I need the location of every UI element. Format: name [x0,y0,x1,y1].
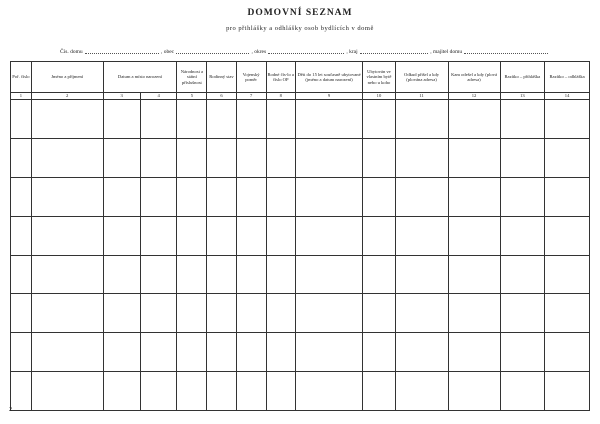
col-header-birth: Datum a místo narození [103,62,177,93]
col-header-children: Děti do 15 let současně ubytované (jméno a datum narození) [295,62,363,93]
table-cell[interactable] [11,177,32,216]
table-row [11,372,590,411]
table-cell[interactable] [11,138,32,177]
table-cell[interactable] [363,216,395,255]
table-cell[interactable] [545,294,590,333]
col-number: 14 [545,93,590,100]
table-cell[interactable] [500,177,545,216]
table-cell[interactable] [140,216,176,255]
table-cell[interactable] [295,100,363,139]
table-cell[interactable] [363,138,395,177]
table-cell[interactable] [363,177,395,216]
col-header-housed: Ubytován ve vlastním bytě nebo u koho [363,62,395,93]
table-row [11,294,590,333]
col-number: 7 [236,93,266,100]
field-label-municipality: , obec [160,49,175,55]
table-cell[interactable] [395,177,448,216]
table-cell[interactable] [177,255,207,294]
table-cell[interactable] [236,294,266,333]
table-row [11,100,590,139]
table-cell[interactable] [500,100,545,139]
table-cell[interactable] [11,333,32,372]
col-header-stamp-out: Razítko – odhláška [545,62,590,93]
table-cell[interactable] [395,100,448,139]
header-fields [60,45,550,55]
table-cell[interactable] [103,372,140,411]
table-cell[interactable] [31,372,103,411]
table-cell[interactable] [11,216,32,255]
table-cell[interactable] [11,294,32,333]
col-number: 2 [31,93,103,100]
table-cell[interactable] [31,333,103,372]
table-cell[interactable] [177,372,207,411]
field-house-number[interactable] [85,52,159,54]
col-number: 1 [11,93,32,100]
table-cell[interactable] [177,138,207,177]
table-cell[interactable] [448,100,500,139]
field-owner[interactable] [464,52,548,54]
col-header-stamp-in: Razítko – přihláška [500,62,545,93]
table-cell[interactable] [207,216,236,255]
table-cell[interactable] [545,216,590,255]
table-cell[interactable] [103,100,140,139]
table-cell[interactable] [31,138,103,177]
table-cell[interactable] [207,177,236,216]
form-title: DOMOVNÍ SEZNAM [247,8,353,18]
table-cell[interactable] [363,372,395,411]
table-cell[interactable] [103,138,140,177]
table-cell[interactable] [31,216,103,255]
table-cell[interactable] [545,372,590,411]
table-cell[interactable] [363,333,395,372]
table-cell[interactable] [395,255,448,294]
table-cell[interactable] [11,372,32,411]
table-cell[interactable] [295,333,363,372]
table-cell[interactable] [140,333,176,372]
col-number: 11 [395,93,448,100]
table-cell[interactable] [207,333,236,372]
table-cell[interactable] [500,138,545,177]
col-header-arrived-from: Odkud přišel a kdy (plována adresa) [395,62,448,93]
table-cell[interactable] [295,372,363,411]
table-cell[interactable] [236,216,266,255]
table-cell[interactable] [207,255,236,294]
table-cell[interactable] [363,294,395,333]
table-cell[interactable] [31,255,103,294]
table-row [11,138,590,177]
table-cell[interactable] [500,333,545,372]
table-cell[interactable] [207,138,236,177]
table-cell[interactable] [395,333,448,372]
table-row [11,255,590,294]
table-cell[interactable] [236,177,266,216]
table-cell[interactable] [545,255,590,294]
table-cell[interactable] [31,100,103,139]
col-header-name: Jméno a příjmení [31,62,103,93]
col-number: 5 [177,93,207,100]
table-cell[interactable] [266,138,295,177]
table-cell[interactable] [448,216,500,255]
table-cell[interactable] [236,372,266,411]
table-cell[interactable] [103,177,140,216]
col-number: 13 [500,93,545,100]
table-cell[interactable] [448,138,500,177]
table-cell[interactable] [103,216,140,255]
col-number: 4 [140,93,176,100]
table-cell[interactable] [140,100,176,139]
table-cell[interactable] [545,138,590,177]
table-cell[interactable] [295,255,363,294]
field-region[interactable] [360,52,429,54]
table-cell[interactable] [500,216,545,255]
col-number: 3 [103,93,140,100]
table-cell[interactable] [177,177,207,216]
col-header-marital-status: Rodinný stav [207,62,236,93]
table-cell[interactable] [363,255,395,294]
col-number: 10 [363,93,395,100]
table-cell[interactable] [236,333,266,372]
col-number: 6 [207,93,236,100]
table-cell[interactable] [236,255,266,294]
table-cell[interactable] [266,100,295,139]
table-cell[interactable] [177,333,207,372]
header-row [11,62,590,93]
table-cell[interactable] [140,294,176,333]
table-cell[interactable] [500,294,545,333]
table-cell[interactable] [207,294,236,333]
table-cell[interactable] [177,294,207,333]
field-label-region: , kraj [346,49,358,55]
table-cell[interactable] [177,100,207,139]
field-municipality[interactable] [176,52,249,54]
table-row [11,177,590,216]
page-number: 2 [9,407,12,413]
table-cell[interactable] [266,333,295,372]
table-cell[interactable] [395,216,448,255]
col-header-order: Poř. číslo [11,62,32,93]
table-cell[interactable] [395,138,448,177]
table-cell[interactable] [448,372,500,411]
table-cell[interactable] [448,294,500,333]
table-cell[interactable] [295,216,363,255]
table-cell[interactable] [103,333,140,372]
table-cell[interactable] [103,255,140,294]
table-cell[interactable] [236,138,266,177]
table-cell[interactable] [140,138,176,177]
col-number: 8 [266,93,295,100]
table-cell[interactable] [140,177,176,216]
col-header-nationality: Národnost a státní příslušnost [177,62,207,93]
table-cell[interactable] [448,255,500,294]
table-cell[interactable] [266,294,295,333]
col-header-departed-to: Kam odešel a kdy (plová adresa) [448,62,500,93]
table-cell[interactable] [266,255,295,294]
table-cell[interactable] [448,177,500,216]
registry-table [10,61,590,411]
col-header-birth-number: Rodné čís-lo a číslo OP [266,62,295,93]
field-district[interactable] [268,52,344,54]
table-cell[interactable] [11,100,32,139]
table-cell[interactable] [545,333,590,372]
table-cell[interactable] [295,177,363,216]
table-cell[interactable] [140,255,176,294]
form-subtitle: pro přihlášky a odhlášky osob bydlících v domě [226,25,374,32]
field-label-district: , okres [251,49,267,55]
table-cell[interactable] [177,216,207,255]
table-cell[interactable] [545,100,590,139]
table-cell[interactable] [207,372,236,411]
table-cell[interactable] [363,100,395,139]
table-cell[interactable] [140,372,176,411]
col-number: 12 [448,93,500,100]
table-cell[interactable] [207,100,236,139]
table-cell[interactable] [31,177,103,216]
table-cell[interactable] [31,294,103,333]
table-cell[interactable] [395,372,448,411]
table-cell[interactable] [103,294,140,333]
data-rows [11,100,590,411]
table-cell[interactable] [266,216,295,255]
column-number-row [11,93,590,100]
table-cell[interactable] [545,177,590,216]
table-row [11,333,590,372]
table-cell[interactable] [11,255,32,294]
table-row [11,216,590,255]
col-header-military: Vojenský poměr [236,62,266,93]
table-cell[interactable] [295,294,363,333]
table-cell[interactable] [500,255,545,294]
field-label-owner: , majitel domu [430,49,463,55]
table-cell[interactable] [500,372,545,411]
table-cell[interactable] [266,177,295,216]
table-cell[interactable] [236,100,266,139]
field-label-house-number: Čís. domu [60,49,83,55]
table-cell[interactable] [395,294,448,333]
col-number: 9 [295,93,363,100]
table-cell[interactable] [295,138,363,177]
table-cell[interactable] [266,372,295,411]
table-cell[interactable] [448,333,500,372]
